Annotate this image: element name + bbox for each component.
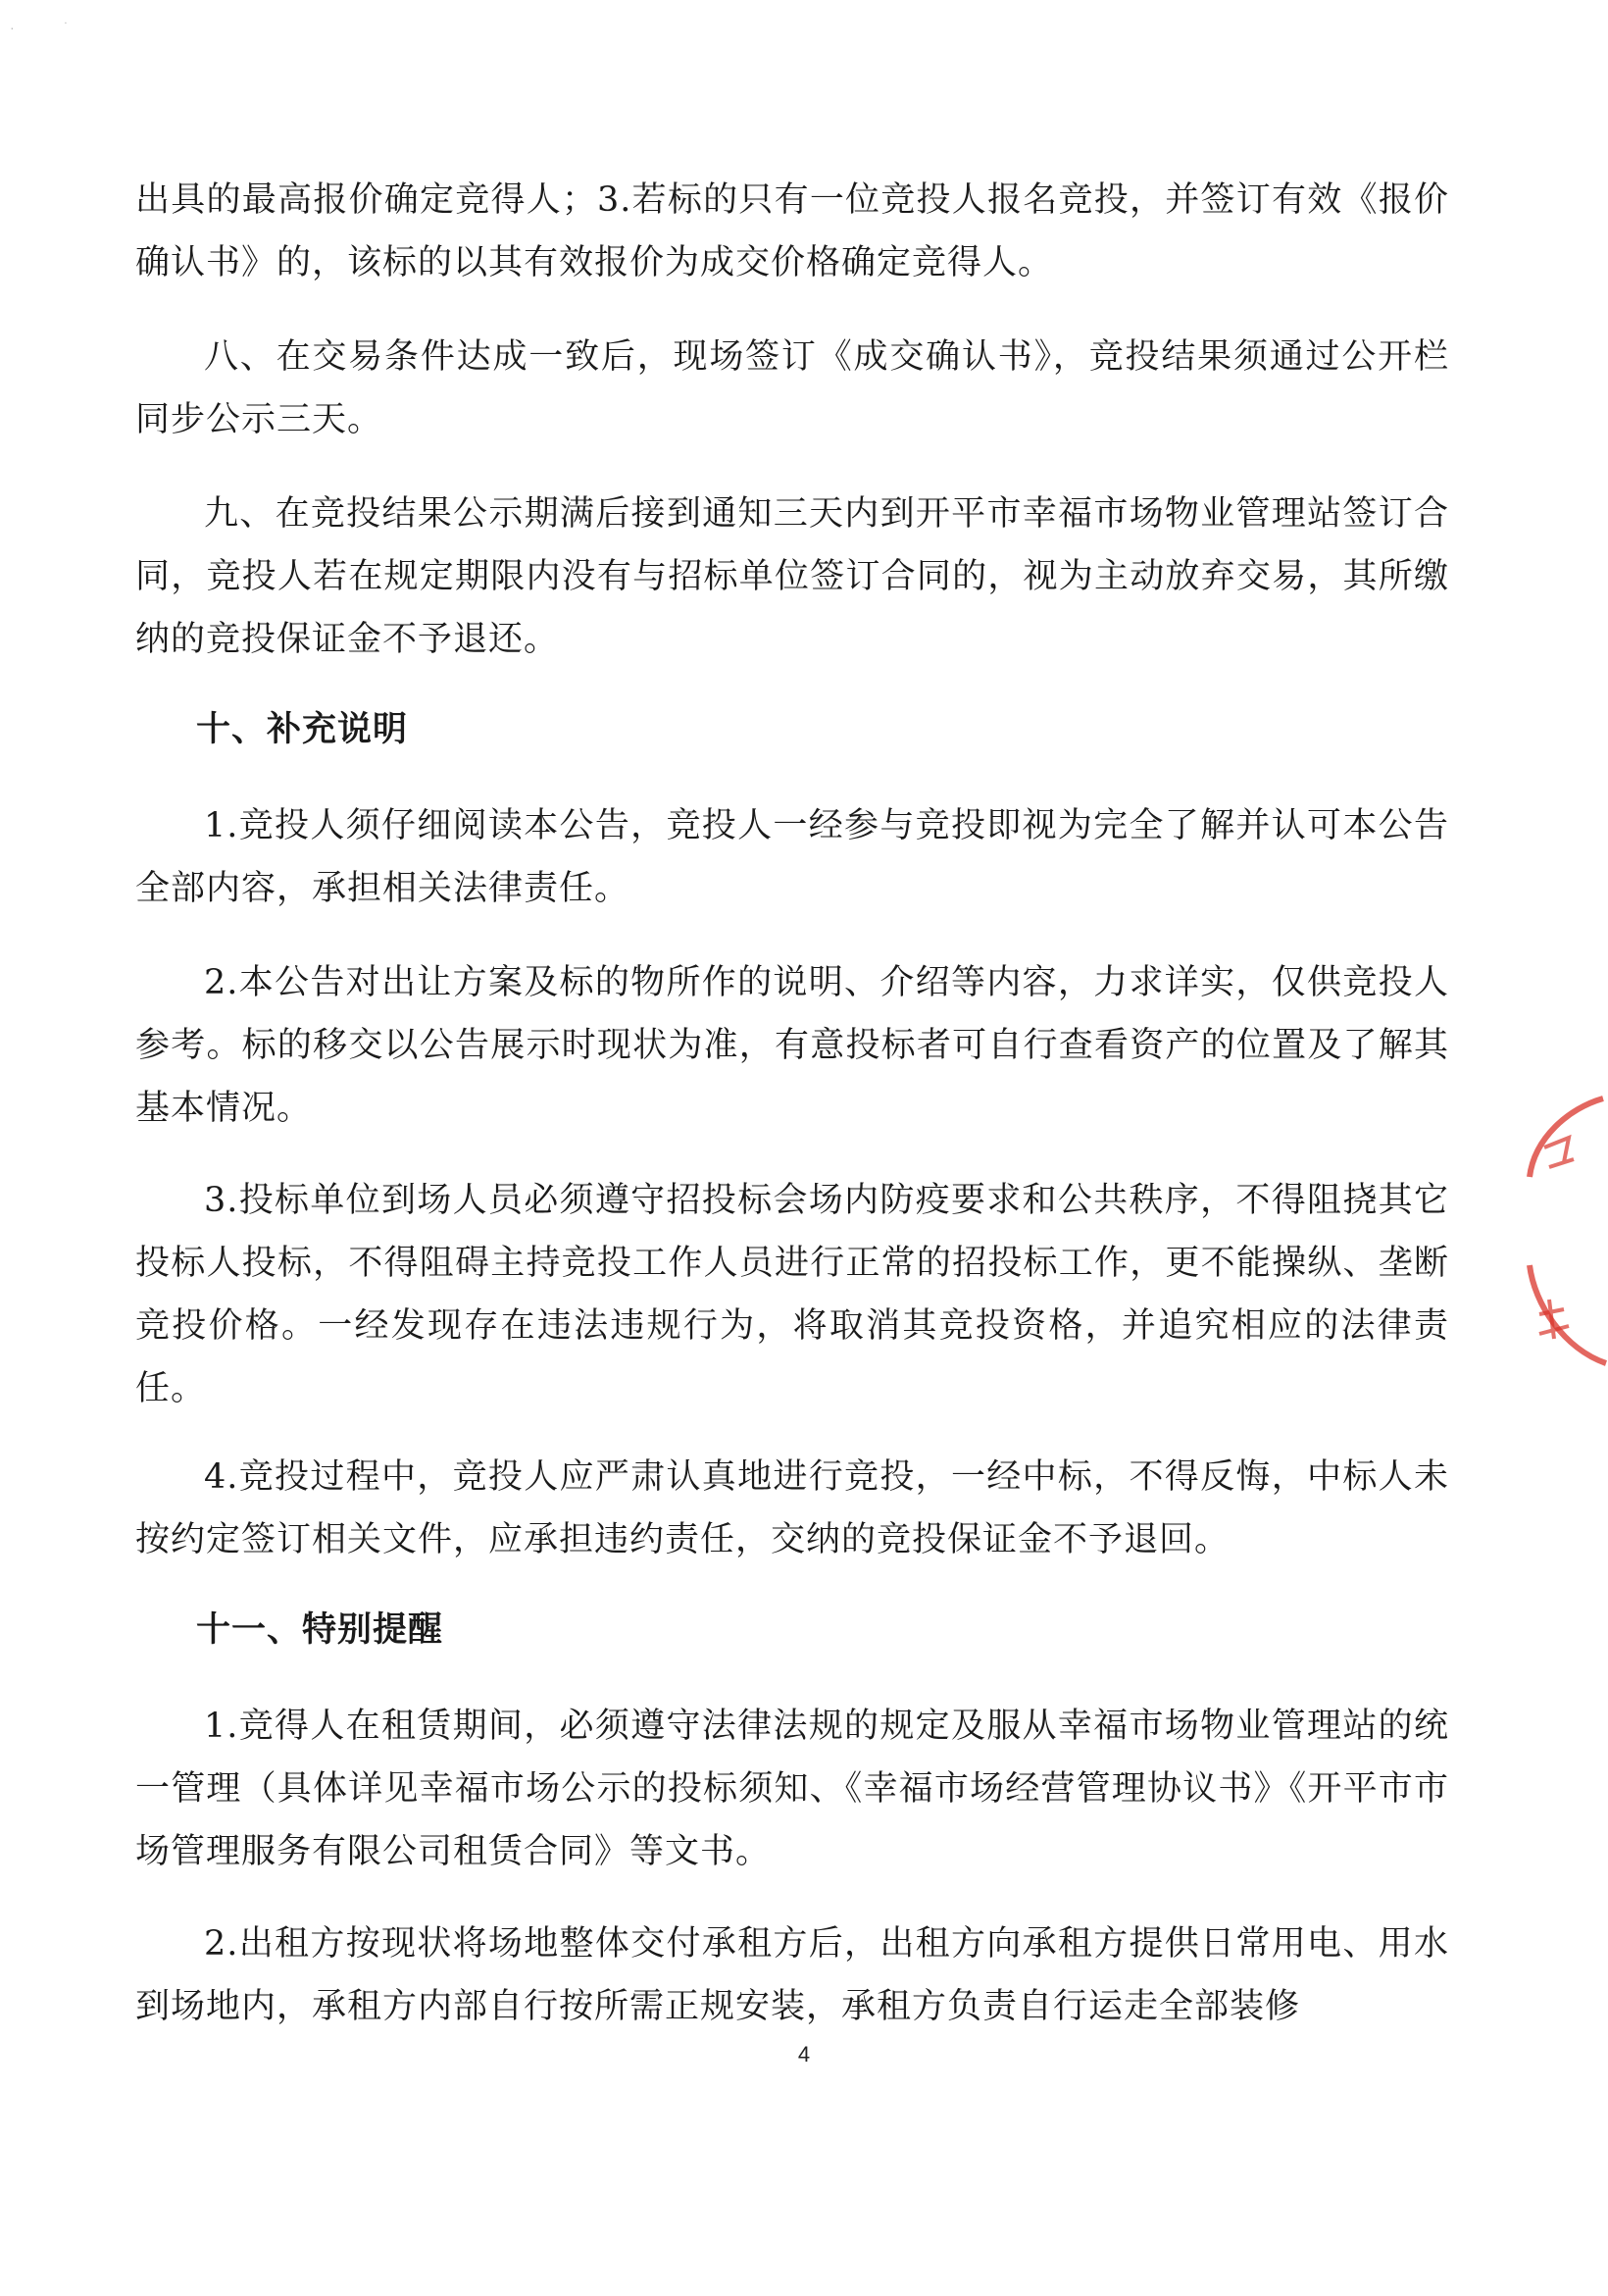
paragraph-reminder-2: 2.出租方按现状将场地整体交付承租方后，出租方向承租方提供日常用电、用水到场地内，承租方内部自行按所需正规安装，承租方负责自行运走全部装修 bbox=[135, 1924, 1449, 2026]
paragraph-note-2: 2.本公告对出让方案及标的物所作的说明、介绍等内容，力求详实，仅供竞投人参考。标的移交以公告展示时现状为准，有意投标者可自行查看资产的位置及了解其基本情况。 bbox=[135, 963, 1449, 1128]
paragraph-bid-winner-rule: 出具的最高报价确定竞得人；3.若标的只有一位竞投人报名竞投，并签订有效《报价确认书》的，该标的以其有效报价为成交价格确定竞得人。 bbox=[135, 180, 1449, 282]
scan-marks: · ˙ bbox=[10, 20, 69, 35]
red-seal-stamp-icon bbox=[1510, 1069, 1608, 1393]
paragraph-section-8: 八、在交易条件达成一致后，现场签订《成交确认书》，竞投结果须通过公开栏同步公示三天。 bbox=[135, 337, 1449, 439]
heading-section-11: 十一、特别提醒 bbox=[196, 1610, 444, 1650]
paragraph-section-9: 九、在竞投结果公示期满后接到通知三天内到开平市幸福市场物业管理站签订合同，竞投人若在规定期限内没有与招标单位签订合同的，视为主动放弃交易，其所缴纳的竞投保证金不予退还。 bbox=[135, 494, 1449, 659]
paragraph-note-3: 3.投标单位到场人员必须遵守招投标会场内防疫要求和公共秩序，不得阻挠其它投标人投标，不得阻碍主持竞投工作人员进行正常的招投标工作，更不能操纵、垄断竞投价格。一经发现存在违法违规行为，将取消其竞投资格，并追究相应的法律责任。 bbox=[135, 1181, 1449, 1408]
page-number: 4 bbox=[797, 2042, 811, 2066]
paragraph-note-1: 1.竞投人须仔细阅读本公告，竞投人一经参与竞投即视为完全了解并认可本公告全部内容，承担相关法律责任。 bbox=[135, 806, 1449, 908]
paragraph-note-4: 4.竞投过程中，竞投人应严肃认真地进行竞投，一经中标，不得反悔，中标人未按约定签订相关文件，应承担违约责任，交纳的竞投保证金不予退回。 bbox=[135, 1457, 1449, 1559]
heading-section-10: 十、补充说明 bbox=[196, 710, 409, 749]
paragraph-reminder-1: 1.竞得人在租赁期间，必须遵守法律法规的规定及服从幸福市场物业管理站的统一管理（具体详见幸福市场公示的投标须知、《幸福市场经营管理协议书》《开平市市场管理服务有限公司租赁合同》等文书。 bbox=[135, 1707, 1449, 1871]
